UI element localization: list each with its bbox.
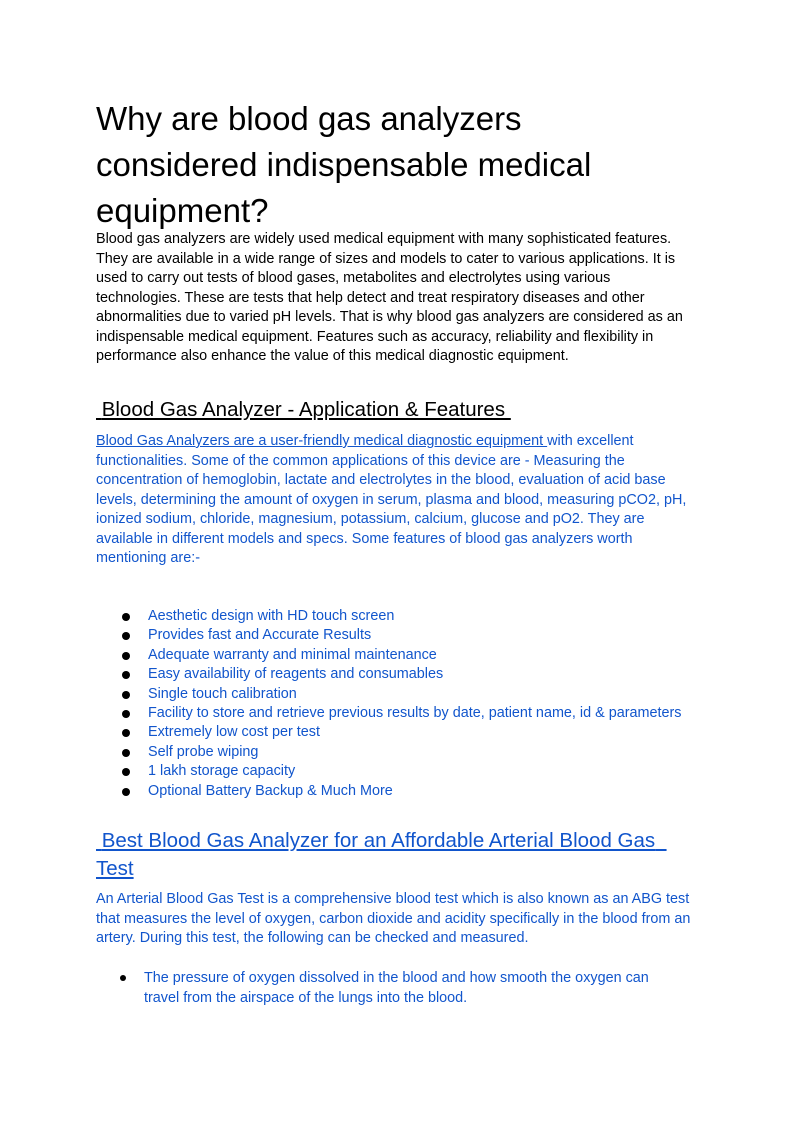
list-item: Extremely low cost per test xyxy=(96,723,706,742)
bullet-icon xyxy=(122,788,130,796)
bullet-icon xyxy=(122,671,130,679)
bullet-icon xyxy=(122,710,130,718)
bullet-icon xyxy=(122,729,130,737)
intro-paragraph: Blood gas analyzers are widely used medical equipment with many sophisticated features. They are available in a wide range of sizes and models to cater to various applications. It is used to carry out tests of blood gases, metabolites and electrolytes using various technologies. These are tests that help detect and treat respiratory diseases and other abnormalities due to varied pH levels. That is why blood gas analyzers are considered as an indispensable medical equipment. Features such as accuracy, reliability and flexibility in performance also enhance the value of this medical diagnostic equipment. xyxy=(96,231,683,364)
list-item: The pressure of oxygen dissolved in the blood and how smooth the oxygen can travel from the airspace of the lungs into the blood. xyxy=(96,969,664,1008)
bullet-icon xyxy=(122,632,130,640)
bullet-icon xyxy=(122,613,130,621)
feature-list xyxy=(96,607,706,801)
list-item: Provides fast and Accurate Results xyxy=(96,626,706,645)
blood-gas-analyzers-link[interactable]: Blood Gas Analyzers are a user-friendly medical diagnostic equipment xyxy=(96,433,548,449)
list-item: Facility to store and retrieve previous results by date, patient name, id & parameters xyxy=(96,704,706,723)
list-item: 1 lakh storage capacity xyxy=(96,762,706,781)
list-item: Single touch calibration xyxy=(96,685,706,704)
bullet-icon xyxy=(120,975,126,981)
abg-paragraph: An Arterial Blood Gas Test is a comprehensive blood test which is also known as an ABG test that measures the level of oxygen, carbon dioxide and acidity specifically in the blood from an artery. During this test, the following can be checked and measured. xyxy=(96,891,691,946)
bullet-icon xyxy=(122,768,130,776)
list-item: Easy availability of reagents and consumables xyxy=(96,665,706,684)
features-paragraph xyxy=(96,432,701,569)
page-title: Why are blood gas analyzers considered indispensable medical equipment? xyxy=(96,100,610,229)
list-item: Self probe wiping xyxy=(96,743,706,762)
bullet-icon xyxy=(122,691,130,699)
bullet-icon xyxy=(122,749,130,757)
list-item: Adequate warranty and minimal maintenance xyxy=(96,646,706,665)
list-item: Optional Battery Backup & Much More xyxy=(96,782,706,801)
features-paragraph-text: with excellent functionalities. Some of the common applications of this device are - Measuring the concentration of hemoglobin, lactate and electrolytes in the blood, evaluation of acid base levels, determining the amount of oxygen in serum, plasma and blood, measuring pCO2, pH, ionized sodium, chloride, magnesium, potassium, calcium, glucose and pO2. They are available in different models and specs. Some features of blood gas analyzers worth mentioning are:- xyxy=(96,433,687,566)
abg-heading-link[interactable]: Best Blood Gas Analyzer for an Affordable Arterial Blood Gas Test xyxy=(96,829,667,880)
abg-list xyxy=(96,969,696,1008)
features-heading: Blood Gas Analyzer - Application & Features xyxy=(96,398,511,421)
list-item: Aesthetic design with HD touch screen xyxy=(96,607,706,626)
bullet-icon xyxy=(122,652,130,660)
